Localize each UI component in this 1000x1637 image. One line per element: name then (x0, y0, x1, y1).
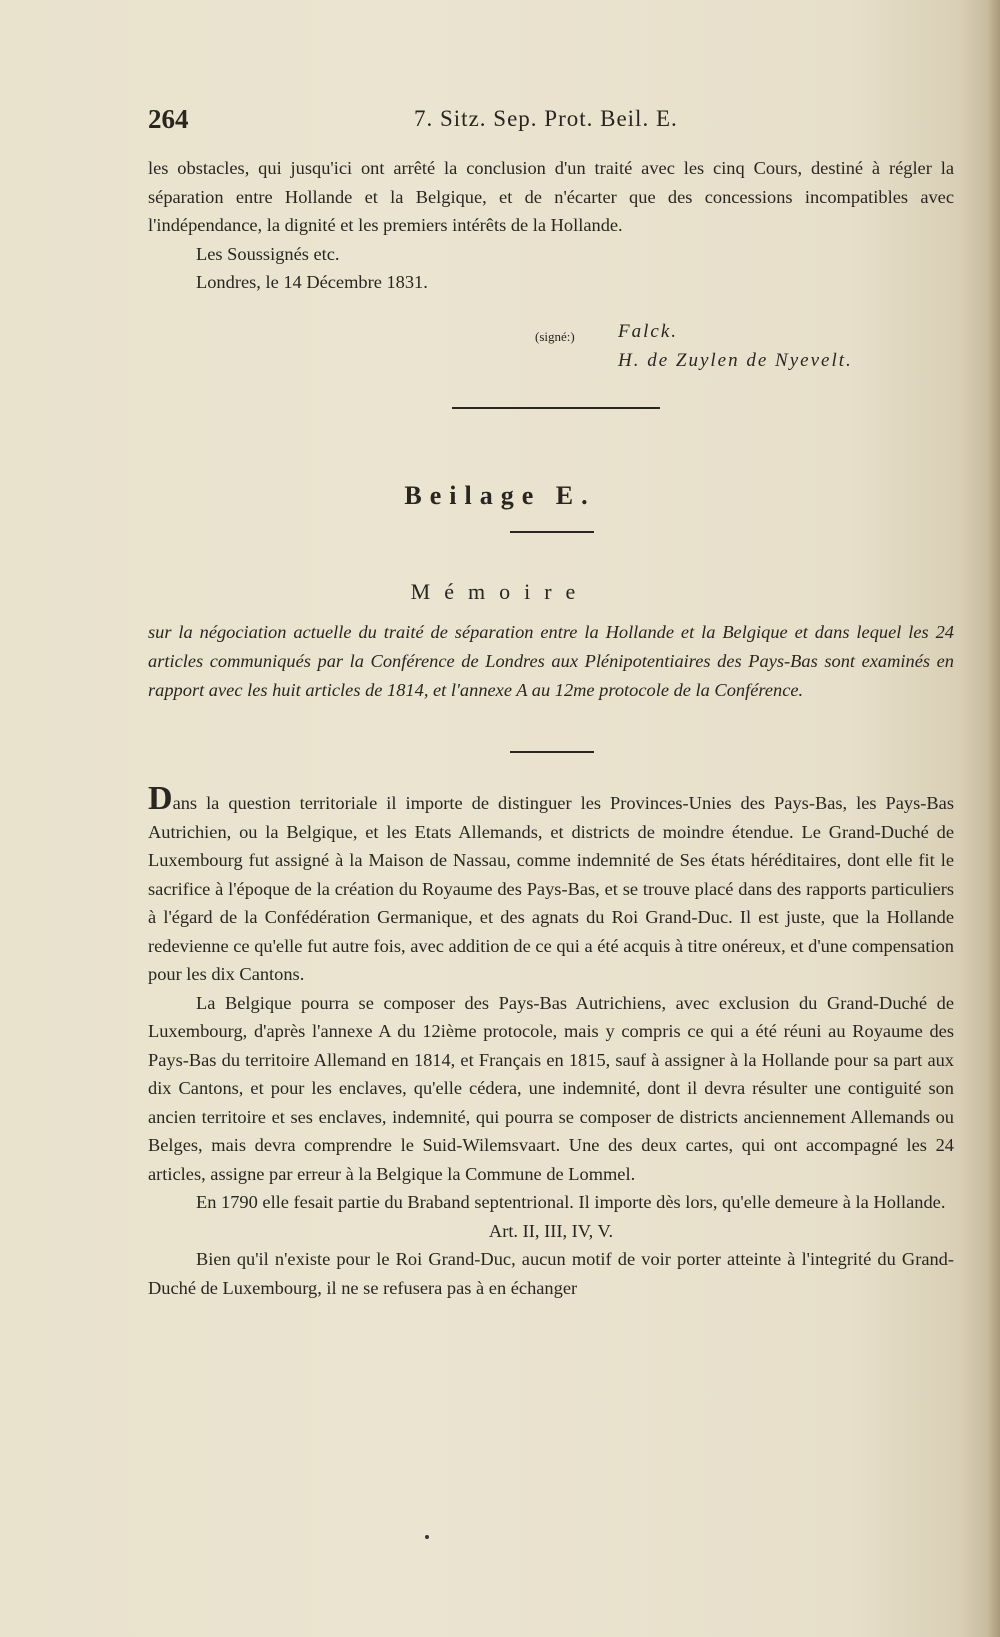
section-rule (452, 407, 660, 409)
beilage-heading: Beilage E. (404, 481, 596, 510)
heading-rule (510, 531, 594, 533)
article-heading: Art. II, III, IV, V. (488, 1220, 614, 1241)
memoire-title: Mémoire (410, 579, 590, 604)
place-date: Londres, le 14 Décembre 1831. (196, 272, 428, 292)
signature-falck: Falck. (618, 321, 679, 342)
body-paragraph-2: La Belgique pourra se composer des Pays-Bas Autrichiens, avec exclusion du Grand-Duché de Luxembourg, d'après l'annexe A du 12ième protocole, mais y compris ce qui a été réuni au Royaume des Pays-Bas du territoire Allemand en 1814, et Français en 1815, sauf à assigner à la Hollande pour sa part aux dix Cantons, et pour les enclaves, qu'elle cédera, une indemnité, dont il devra résulter une contiguité son ancien territoire et ses enclaves, indemnité, qui pourra se composer de districts anciennement Allemands ou Belges, mais devra comprendre le Suid-Wilemsvaart. Une des deux cartes, qui ont accompagné les 24 articles, assigne par erreur à la Belgique la Commune de Lommel. (148, 992, 954, 1184)
page-number: 264 (148, 104, 189, 134)
body-paragraph-1: Dans la question territoriale il importe de distinguer les Provinces-Unies des Pays-Bas, les Pays-Bas Autrichien, ou la Belgique, et les Etats Allemands, et districts de moindre étendue. Le Grand-Duché de Luxembourg fut assigné à la Maison de Nassau, comme indemnité de Ses états héréditaires, dont elle fit le sacrifice à l'époque de la création du Royaume des Pays-Bas, et se trouve placé dans des rapports particuliers à l'égard de la Confédération Germanique, et des agnats du Roi Grand-Duc. Il est juste, que la Hollande redevienne ce qu'elle fut autre fois, avec addition de ce qui a été acquis à titre onéreux, et d'une compensation pour les dix Cantons. (148, 780, 954, 984)
body-paragraph-3: En 1790 elle fesait partie du Braband septentrional. Il importe dès lors, qu'elle demeure à la Hollande. (196, 1192, 946, 1212)
page-edge-shadow (986, 0, 1000, 1637)
subtitle-rule (510, 751, 594, 753)
page-header (0, 104, 1000, 144)
drop-cap: D (148, 780, 173, 817)
signature-label: (signé:) (535, 329, 575, 344)
memoire-body (148, 780, 954, 1302)
closing-formula: Les Soussignés etc. (196, 243, 340, 264)
ink-speck (425, 1535, 429, 1539)
memoire-subtitle: sur la négociation actuelle du traité de séparation entre la Hollande et la Belgique et dans lequel les 24 articles communiqués par la Conférence de Londres aux Plénipotentiaires des Pays-Bas sont examinés en rapport avec les huit articles de 1814, et l'annexe A au 12me protocole de la Conférence. (148, 622, 954, 700)
body-paragraph-4: Bien qu'il n'existe pour le Roi Grand-Duc, aucun motif de voir porter atteinte à l'integrité du Grand-Duché de Luxembourg, il ne se refusera pas à en échanger (148, 1249, 954, 1298)
running-head: 7. Sitz. Sep. Prot. Beil. E. (414, 106, 678, 131)
opening-paragraph: les obstacles, qui jusqu'ici ont arrêté la conclusion d'un traité avec les cinq Cours, destiné à régler la séparation entre Hollande et la Belgique, et de n'écarter que des concessions incompatibles avec l'indépendance, la dignité et les premiers intérêts de la Hollande. (148, 158, 954, 235)
opening-text (148, 154, 954, 297)
signature-zuylen: H. de Zuylen de Nyevelt. (618, 350, 853, 371)
